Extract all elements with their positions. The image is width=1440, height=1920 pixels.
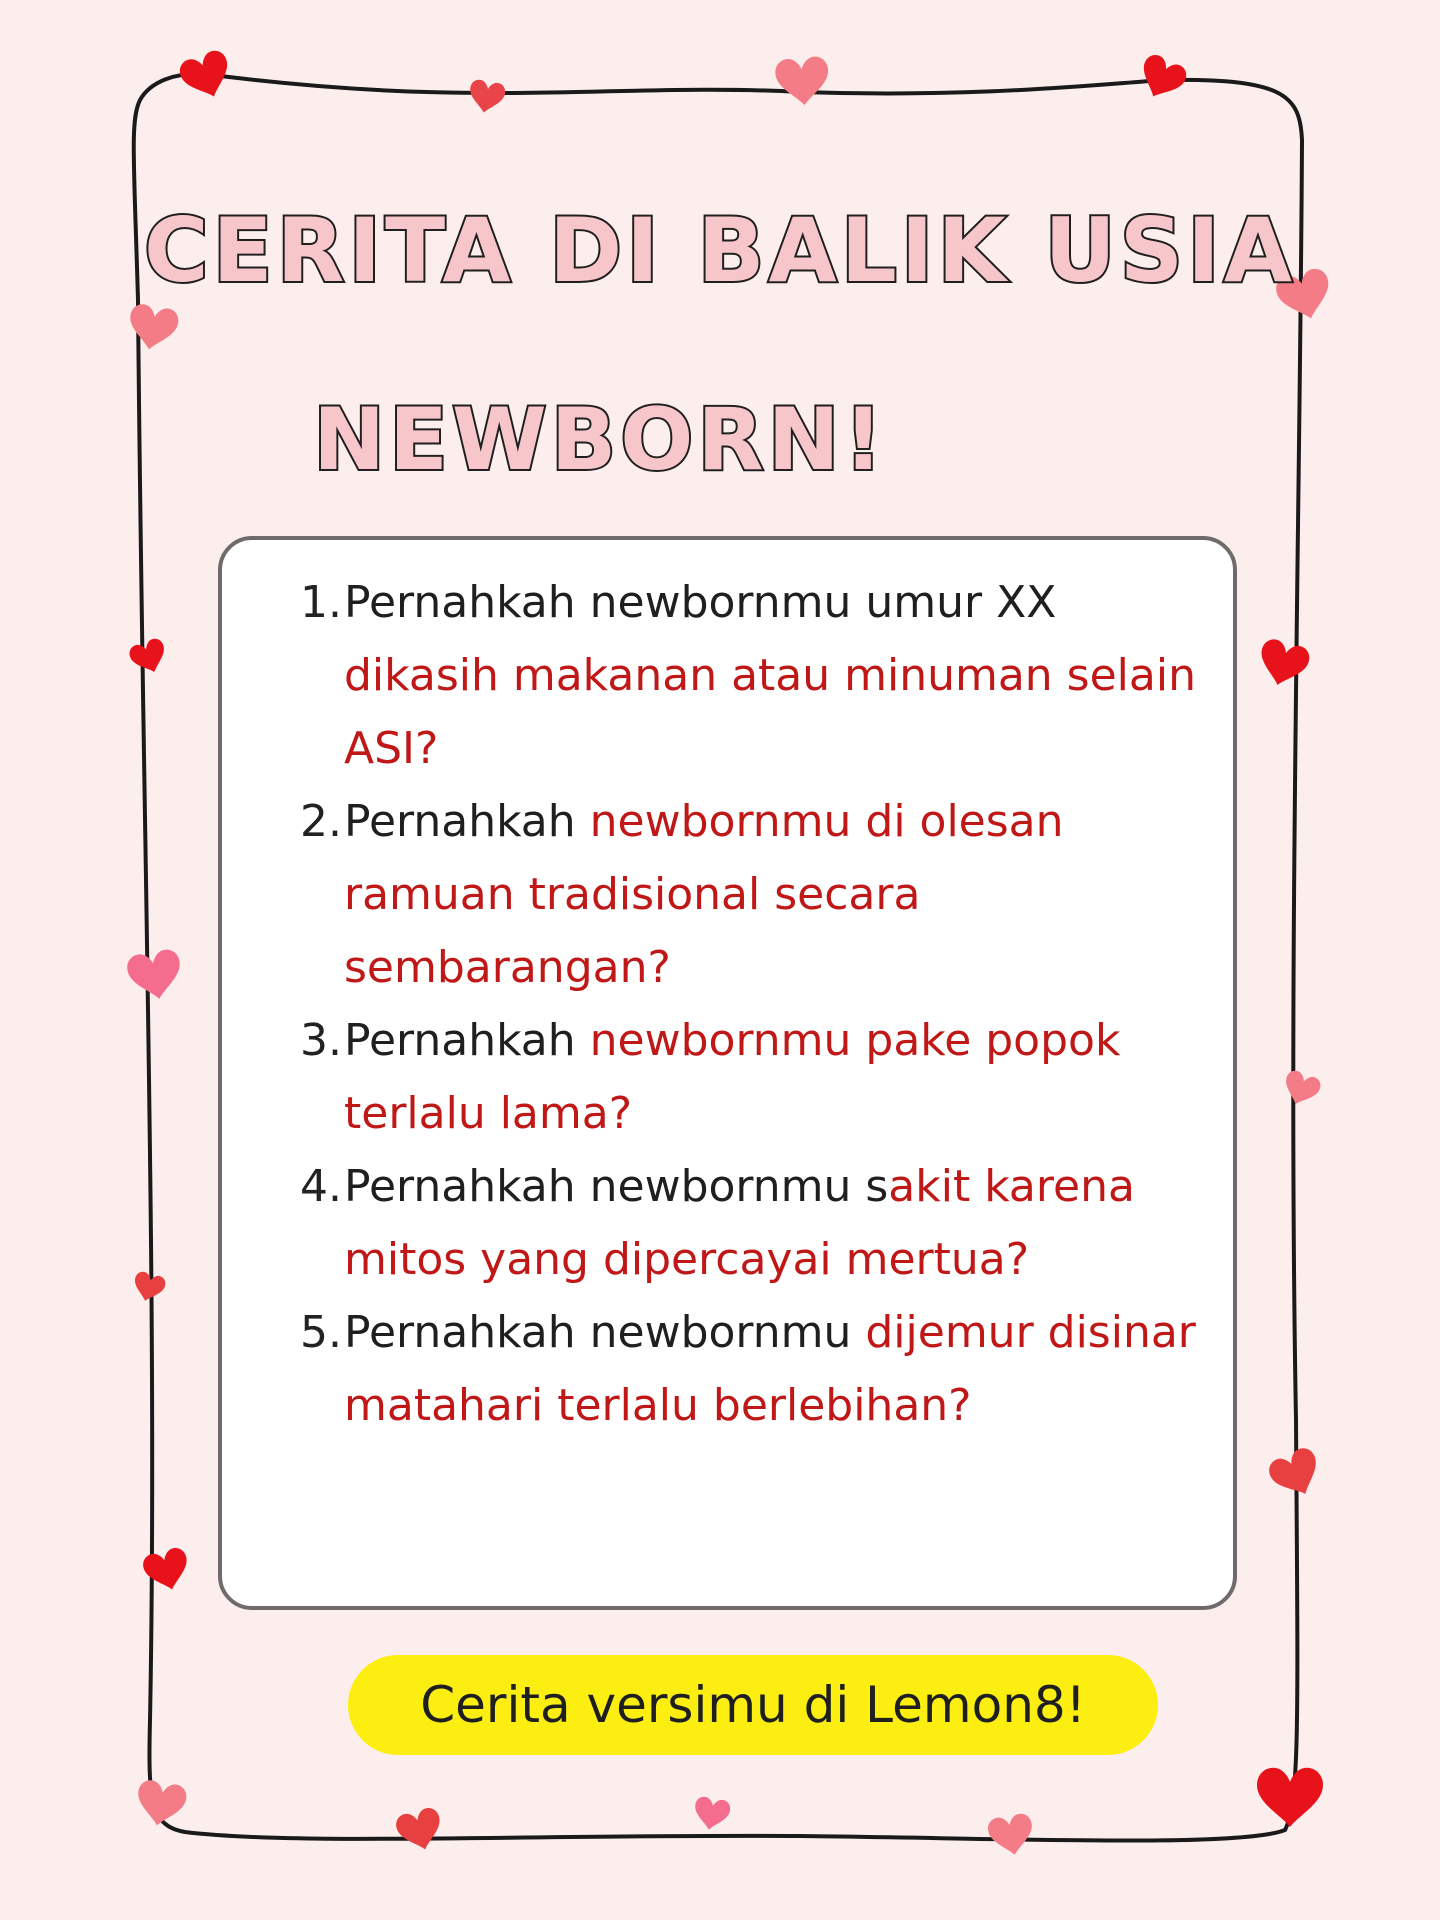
heart-icon [127, 636, 171, 678]
page-title-line-2: NEWBORN! [313, 390, 887, 490]
question-number: 2. [300, 796, 342, 847]
page-title-line-1: CERITA DI BALIK USIA [143, 199, 1297, 302]
question-text [344, 566, 1200, 785]
heart-icon [1254, 637, 1312, 692]
heart-icon [1257, 1768, 1323, 1827]
question-text-dark: Pernahkah newbornmu umur XX [344, 577, 1057, 628]
question-text [344, 1004, 1200, 1150]
question-number: 4. [300, 1161, 342, 1212]
question-text [344, 785, 1200, 1004]
heart-icon [125, 302, 180, 353]
heart-icon [125, 948, 185, 1004]
question-item [300, 1296, 1200, 1442]
question-item [300, 785, 1200, 1004]
question-number: 3. [300, 1015, 342, 1066]
heart-icon [691, 1795, 731, 1832]
question-item [300, 1150, 1200, 1296]
question-text-dark: Pernahkah newbornmu s [344, 1161, 889, 1212]
question-text-dark: Pernahkah [344, 1015, 576, 1066]
question-text-dark: Pernahkah [344, 796, 576, 847]
heart-icon [466, 78, 506, 115]
question-text-dark: Pernahkah newbornmu [344, 1307, 852, 1358]
heart-icon [1133, 51, 1190, 105]
heart-icon [130, 1270, 167, 1305]
heart-icon [133, 1778, 188, 1829]
question-text-highlight: akit karena mitos yang dipercayai mertua? [344, 1161, 1135, 1285]
question-list [300, 566, 1200, 1442]
question-text-highlight: dikasih makanan atau minuman selain ASI? [344, 650, 1196, 774]
cta-banner: Cerita versimu di Lemon8! [348, 1655, 1158, 1755]
question-item [300, 566, 1200, 785]
heart-icon [141, 1546, 194, 1596]
question-text-highlight: dijemur disinar matahari terlalu berlebihan? [344, 1307, 1196, 1431]
question-text [344, 1296, 1200, 1442]
question-text-highlight: newbornmu pake popok terlalu lama? [344, 1015, 1121, 1139]
question-number: 5. [300, 1307, 342, 1358]
question-text-highlight: newbornmu di olesan ramuan tradisional secara sembarangan? [344, 796, 1064, 993]
question-item [300, 1004, 1200, 1150]
heart-icon [986, 1812, 1036, 1859]
question-list-card [218, 536, 1237, 1610]
heart-icon [1279, 1068, 1323, 1110]
question-number: 1. [300, 577, 342, 628]
heart-icon [394, 1806, 447, 1856]
heart-icon [774, 56, 831, 108]
question-text [344, 1150, 1200, 1296]
